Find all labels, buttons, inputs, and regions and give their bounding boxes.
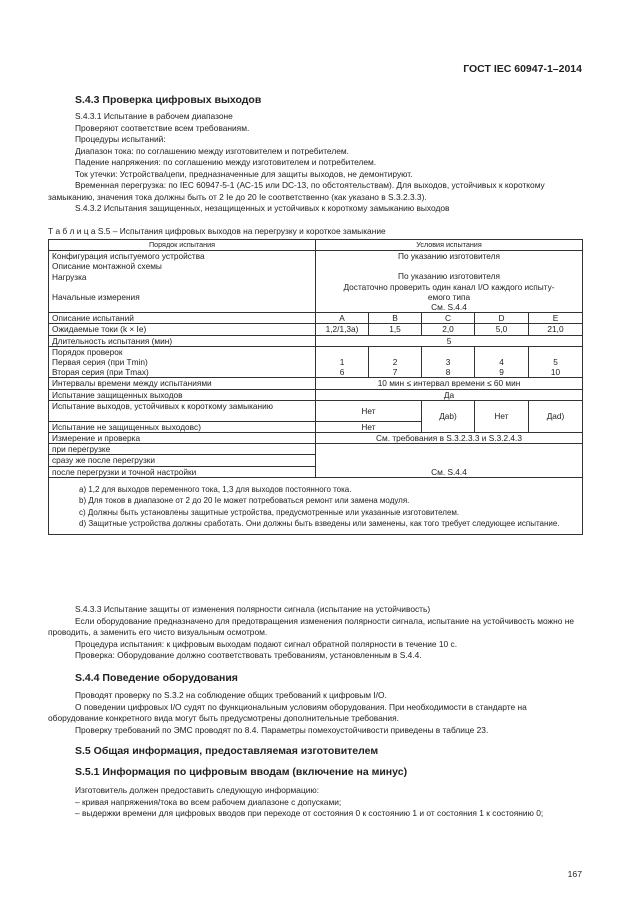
table-measure-label: Измерение и проверка [49, 433, 316, 444]
paragraph: S.4.3.3 Испытание защиты от изменения полярности сигнала (испытание на устойчивость) [75, 604, 431, 614]
table-measure: См. требования в S.3.2.3.3 и S.3.2.4.3 [316, 433, 583, 444]
paragraph: Проверка: Оборудование должно соответствовать требованиям, установленным в S.4.4. [75, 650, 422, 660]
cell-line: 10 [550, 367, 561, 378]
page-number: 167 [567, 869, 582, 879]
paragraph: Изготовитель должен предоставить следующую информацию: [75, 785, 320, 795]
cell-line: 5 [553, 356, 558, 367]
standard-header: ГОСТ IEC 60947-1–2014 [463, 63, 582, 75]
cell-line: По указанию изготовителя [398, 251, 500, 262]
table-letter: D [475, 313, 529, 324]
table-current: 5,0 [475, 324, 529, 335]
table-sc-label: Испытание выходов, устойчивых к короткому замыканию [49, 400, 316, 421]
table-merged-value: Даd) [529, 400, 583, 432]
table-merged-value: Нет [475, 400, 529, 432]
table-order-value [316, 346, 369, 378]
table-letter: B [369, 313, 422, 324]
table-config-values [316, 251, 583, 313]
table-caption: Т а б л и ц а S.5 – Испытания цифровых выходов на перегрузку и короткое замыкание [48, 226, 386, 236]
table-merged-value: Даb) [422, 400, 475, 432]
table-current: 2,0 [422, 324, 475, 335]
table-current: 21,0 [529, 324, 583, 335]
table-head-order: Порядок испытания [49, 240, 316, 251]
table-order-value [529, 346, 583, 378]
cell-line: 7 [392, 367, 398, 378]
paragraph: Временная перегрузка: по IEC 60947-5-1 (АС-15 или DC-13, по обстоятельствам). Для выходов, устойчивых к короткому замыканию, значения тока должны быть от 2 Ie до 20 Ie соответственно (как указано в S.3.2.3.3). [48, 180, 545, 202]
cell-line: 8 [445, 367, 451, 378]
table-overload-label: сразу же после перегрузки [49, 455, 316, 466]
table-order-value [475, 346, 529, 378]
table-letter: A [316, 313, 369, 324]
table-note: a) 1,2 для выходов переменного тока, 1,3 для выходов постоянного тока. [79, 484, 352, 494]
paragraph: Проверяют соответствие всем требованиям. [75, 122, 250, 133]
table-interval: 10 мин ≤ интервал времени ≤ 60 мин [316, 378, 583, 389]
table-current: 1,5 [369, 324, 422, 335]
cell-line: Начальные измерения [52, 291, 140, 302]
table-notes [49, 477, 583, 534]
cell-line: 4 [499, 356, 504, 367]
cell-line: Порядок проверок [52, 346, 123, 357]
section-s43-title: S.4.3 Проверка цифровых выходов [75, 94, 262, 106]
table-order-cell [49, 346, 316, 378]
paragraph: Если оборудование предназначено для предотвращения изменения полярности сигнала, испытание на устойчивость можно не проводить, а заменить его чисто визуальным осмотром. [48, 615, 575, 637]
paragraph: – кривая напряжения/тока во всем рабочем диапазоне с допусками; [75, 796, 342, 807]
paragraph: Процедуры испытаний: [75, 134, 166, 144]
cell-line: 2 [392, 356, 398, 367]
cell-line: емого типа [427, 291, 471, 302]
cell-line: Описание монтажной схемы [52, 261, 162, 272]
table-head-conditions: Условия испытания [316, 240, 583, 251]
section-s5-title: S.5 Общая информация, предоставляемая изготовителем [75, 745, 379, 757]
paragraph: S.4.3.1 Испытание в рабочем диапазоне [75, 111, 233, 121]
section-s44-title: S.4.4 Поведение оборудования [75, 672, 238, 684]
table-unprot-label: Испытание не защищенных выходовc) [49, 421, 316, 432]
table-unprot-value: Нет [316, 421, 422, 432]
table-currents-label: Ожидаемые токи (k × Ie) [49, 324, 316, 335]
section-s51-body [48, 785, 582, 820]
cell-line: Вторая серия (при Tmax) [52, 367, 149, 378]
table-protected-label: Испытание защищенных выходов [49, 389, 316, 400]
paragraph: Проводят проверку по S.3.2 на соблюдение общих требований к цифровым I/O. [75, 690, 387, 700]
table-duration: 5 [316, 335, 583, 346]
table-protected: Да [316, 389, 583, 400]
table-duration-label: Длительность испытания (мин) [49, 335, 316, 346]
paragraph: Диапазон тока: по соглашению между изготовителем и потребителем. [75, 145, 349, 156]
paragraph: Ток утечки: Устройства/цепи, предназначенные для защиты выходов, не демонтируют. [75, 168, 413, 179]
table-overload-label: после перегрузки и точной настройки [49, 466, 316, 477]
table-desc-label: Описание испытаний [49, 313, 316, 324]
paragraph: Падение напряжения: по соглашению между изготовителем и потребителем. [75, 157, 377, 167]
table-order-value [369, 346, 422, 378]
table-current: 1,2/1,3a) [316, 324, 369, 335]
cell-line: 3 [445, 356, 451, 367]
table-interval-label: Интервалы времени между испытаниями [49, 378, 316, 389]
cell-line: 9 [499, 367, 504, 378]
table-overload-label: при перегрузке [49, 444, 316, 455]
cell-line: См. S.4.4 [431, 302, 467, 313]
cell-line: По указанию изготовителя [398, 271, 500, 282]
table-overload-value: См. S.4.4 [316, 444, 583, 478]
table-row-config [49, 251, 316, 313]
cell-line: 1 [339, 356, 345, 367]
paragraph: Процедура испытания: к цифровым выходам подают сигнал обратной полярности в течение 10 с. [75, 638, 458, 649]
cell-line: Конфигурация испытуемого устройства [52, 251, 205, 262]
cell-line: Первая серия (при Tmin) [52, 357, 148, 368]
table-s5 [48, 239, 583, 535]
cell-line: 6 [339, 367, 345, 378]
table-letter: E [529, 313, 583, 324]
paragraph: S.4.3.2 Испытания защищенных, незащищенных и устойчивых к короткому замыканию выходов [75, 203, 450, 213]
paragraph: О поведении цифровых I/O судят по функциональным условиям оборудования. При необходимости в стандарте на оборудование конкретного вида могут быть предусмотрены дополнительные требования. [48, 701, 527, 723]
table-sc-value: Нет [316, 400, 422, 421]
paragraph: Проверку требований по ЭМС проводят по 8.4. Параметры помехоустойчивости приведены в таблице 23. [75, 724, 489, 735]
cell-line: Достаточно проверить один канал I/O каждого испыту- [343, 281, 555, 292]
table-note: b) Для токов в диапазоне от 2 до 20 Ie может потребоваться ремонт или замена модуля. [79, 496, 410, 506]
section-s43-body [48, 111, 582, 215]
table-note: d) Защитные устройства должны сработать. Они должны быть взведены или заменены, как того требует следующее испытание. [79, 519, 560, 529]
section-s433-body [48, 604, 582, 662]
table-note: c) Должны быть установлены защитные устройства, предусмотренные или указанные изготовителем. [79, 507, 460, 517]
table-order-value [422, 346, 475, 378]
table-letter: C [422, 313, 475, 324]
section-s44-body [48, 690, 582, 736]
paragraph: – выдержки времени для цифровых вводов при переходе от состояния 0 к состоянию 1 и от состояния 1 к состоянию 0; [75, 808, 544, 818]
section-s51-title: S.5.1 Информация по цифровым вводам (включение на минус) [75, 766, 408, 778]
cell-line: Нагрузка [52, 271, 87, 282]
